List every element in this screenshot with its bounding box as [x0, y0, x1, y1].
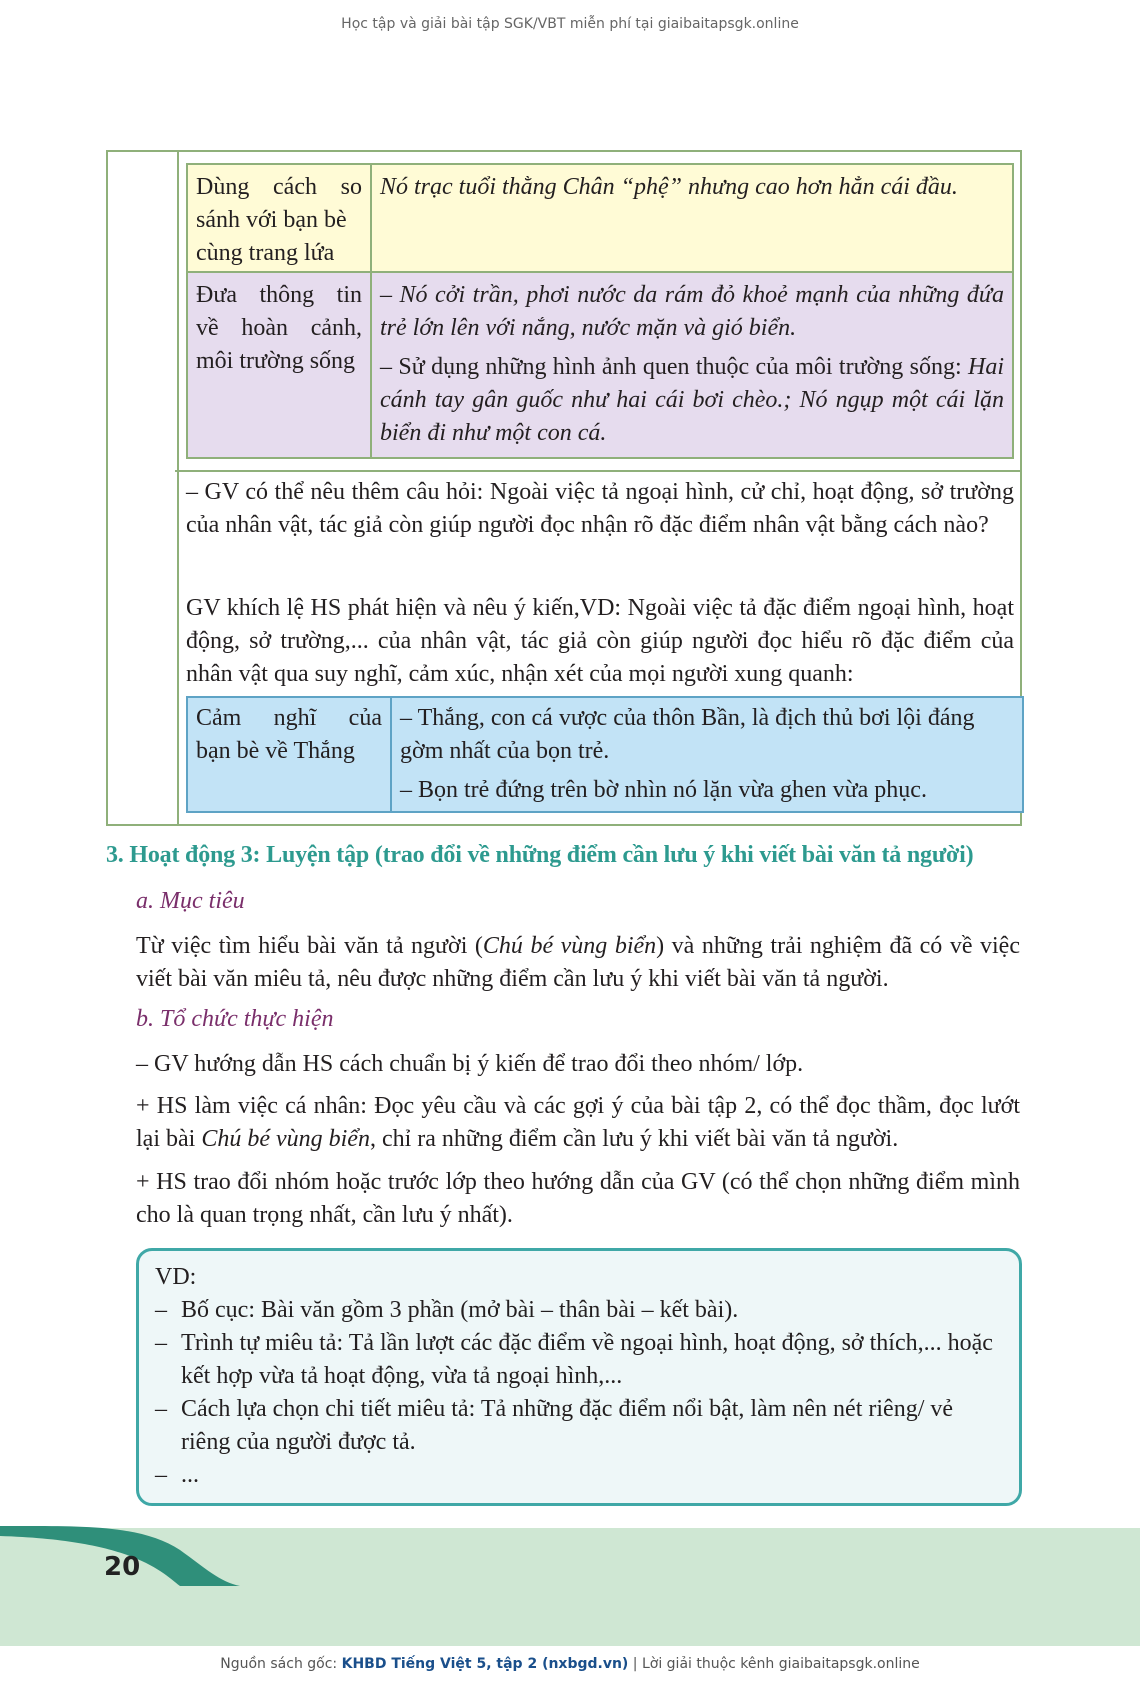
row2-label-cell: [186, 271, 372, 459]
bullet-dash: –: [155, 1462, 167, 1488]
row1-label-line: Dùng cách so: [196, 174, 362, 200]
row2-label-line: Đưa thông tin: [196, 282, 362, 308]
source-lead: Nguồn sách gốc:: [220, 1656, 342, 1672]
table2-line-1: – Thắng, con cá vược của thôn Bần, là địch thủ bơi lội đáng gờm nhất của bọn trẻ.: [400, 705, 975, 764]
table2-line-2: – Bọn trẻ đứng trên bờ nhìn nó lặn vừa ghen vừa phục.: [400, 777, 927, 803]
row1-content-cell: [370, 163, 1014, 273]
table2-label-line: Cảm nghĩ của: [196, 705, 382, 731]
example-item: [155, 1393, 1003, 1459]
example-item: [155, 1294, 1003, 1327]
top-watermark-note: Học tập và giải bài tập SGK/VBT miễn phí tại giaibaitapsgk.online: [341, 16, 799, 32]
bullet-dash: –: [155, 1297, 167, 1323]
example-item: [155, 1459, 1003, 1492]
table-column-divider: [177, 152, 179, 824]
objective-label: a. Mục tiêu: [136, 888, 245, 914]
activity-3-heading: 3. Hoạt động 3: Luyện tập (trao đổi về những điểm cần lưu ý khi viết bài văn tả người): [106, 842, 974, 868]
example-item: [155, 1327, 1003, 1393]
organize-step-2-title: Chú bé vùng biển: [201, 1126, 370, 1152]
example-item-text: Bố cục: Bài văn gồm 3 phần (mở bài – thân bài – kết bài).: [181, 1297, 739, 1323]
source-link[interactable]: KHBD Tiếng Việt 5, tập 2 (nxbgd.vn): [341, 1656, 629, 1672]
bottom-source-note: [0, 1656, 1140, 1672]
source-tail: | Lời giải thuộc kênh giaibaitapsgk.online: [628, 1656, 920, 1672]
objective-text-title: Chú bé vùng biển: [482, 933, 657, 959]
table2-label-cell: [186, 696, 392, 813]
row2-label-line: về hoàn cảnh,: [196, 315, 362, 341]
row2-content-cell: [370, 271, 1014, 459]
bullet-dash: –: [155, 1396, 167, 1422]
bullet-dash: –: [155, 1330, 167, 1356]
organize-step-2-part: + HS làm việc cá nhân: Đọc yêu cầu và các gợi ý của bài tập 2, có thể đọc thầm, đọc lướt lại bài: [136, 1093, 1020, 1152]
row1-label-cell: [186, 163, 372, 273]
table2-label-line: bạn bè về Thắng: [196, 738, 355, 764]
example-item-text: Cách lựa chọn chi tiết miêu tả: Tả những đặc điểm nổi bật, làm nên nét riêng/ vẻ riêng của người được tả.: [181, 1396, 954, 1455]
row2-content-2-lead: – Sử dụng những hình ảnh quen thuộc của môi trường sống:: [380, 354, 968, 380]
footer-wave-decoration: [0, 1520, 1140, 1660]
row2-content-2-italic: Hai cánh tay gân guốc như hai cái bơi chèo.; Nó ngụp một cái lặn biển đi như một con cá.: [380, 354, 1004, 446]
table2-content-cell: [390, 696, 1024, 813]
example-title: VD:: [155, 1264, 197, 1290]
organize-step-2: [136, 1090, 1020, 1156]
gv-answer: GV khích lệ HS phát hiện và nêu ý kiến,VD: Ngoài việc tả đặc điểm ngoại hình, hoạt động, sở trường,... của nhân vật, tác giả còn giúp người đọc hiểu rõ đặc điểm của nhân vật qua suy nghĩ, cảm xúc, nhận xét của mọi người xung quanh:: [186, 595, 1014, 687]
page-number: 20: [104, 1552, 141, 1582]
row1-label-line: sánh với bạn bè: [196, 207, 347, 233]
example-item-text: Trình tự miêu tả: Tả lần lượt các đặc điểm về ngoại hình, hoạt động, sở thích,... hoặc kết hợp vừa tả hoạt động, vừa tả ngoại hình,...: [181, 1330, 993, 1389]
row1-label-line: cùng trang lứa: [196, 240, 335, 266]
row1-content: Nó trạc tuổi thằng Chân “phệ” nhưng cao hơn hẳn cái đầu.: [380, 174, 958, 200]
example-item-text: ...: [181, 1462, 199, 1488]
organize-step-2-part: , chỉ ra những điểm cần lưu ý khi viết bài văn tả người.: [369, 1126, 899, 1152]
row2-content-2: [380, 351, 1004, 450]
organize-step-3: + HS trao đổi nhóm hoặc trước lớp theo hướng dẫn của GV (có thể chọn những điểm mình cho là quan trọng nhất, cần lưu ý nhất).: [136, 1169, 1020, 1228]
gv-question: – GV có thể nêu thêm câu hỏi: Ngoài việc tả ngoại hình, cử chỉ, hoạt động, sở trường của nhân vật, tác giả còn giúp người đọc nhận rõ đặc điểm nhân vật bằng cách nào?: [186, 479, 1014, 538]
row2-label-line: môi trường sống: [196, 348, 356, 374]
objective-text: [136, 930, 1020, 996]
row2-content-1: – Nó cởi trần, phơi nước da rám đỏ khoẻ mạnh của những đứa trẻ lớn lên với nắng, nước mặn và gió biển.: [380, 282, 1004, 341]
organize-label: b. Tổ chức thực hiện: [136, 1006, 334, 1032]
table-row-divider: [175, 470, 1022, 472]
objective-text-part: Từ việc tìm hiểu bài văn tả người (: [136, 933, 483, 959]
objective-text-part: ) và những trải nghiệm đã có về việc viết bài văn miêu tả, nêu được những điểm cần lưu ý khi viết bài văn tả người.: [136, 933, 1020, 992]
example-box: [136, 1248, 1022, 1506]
organize-step-1: – GV hướng dẫn HS cách chuẩn bị ý kiến để trao đổi theo nhóm/ lớp.: [136, 1051, 804, 1077]
